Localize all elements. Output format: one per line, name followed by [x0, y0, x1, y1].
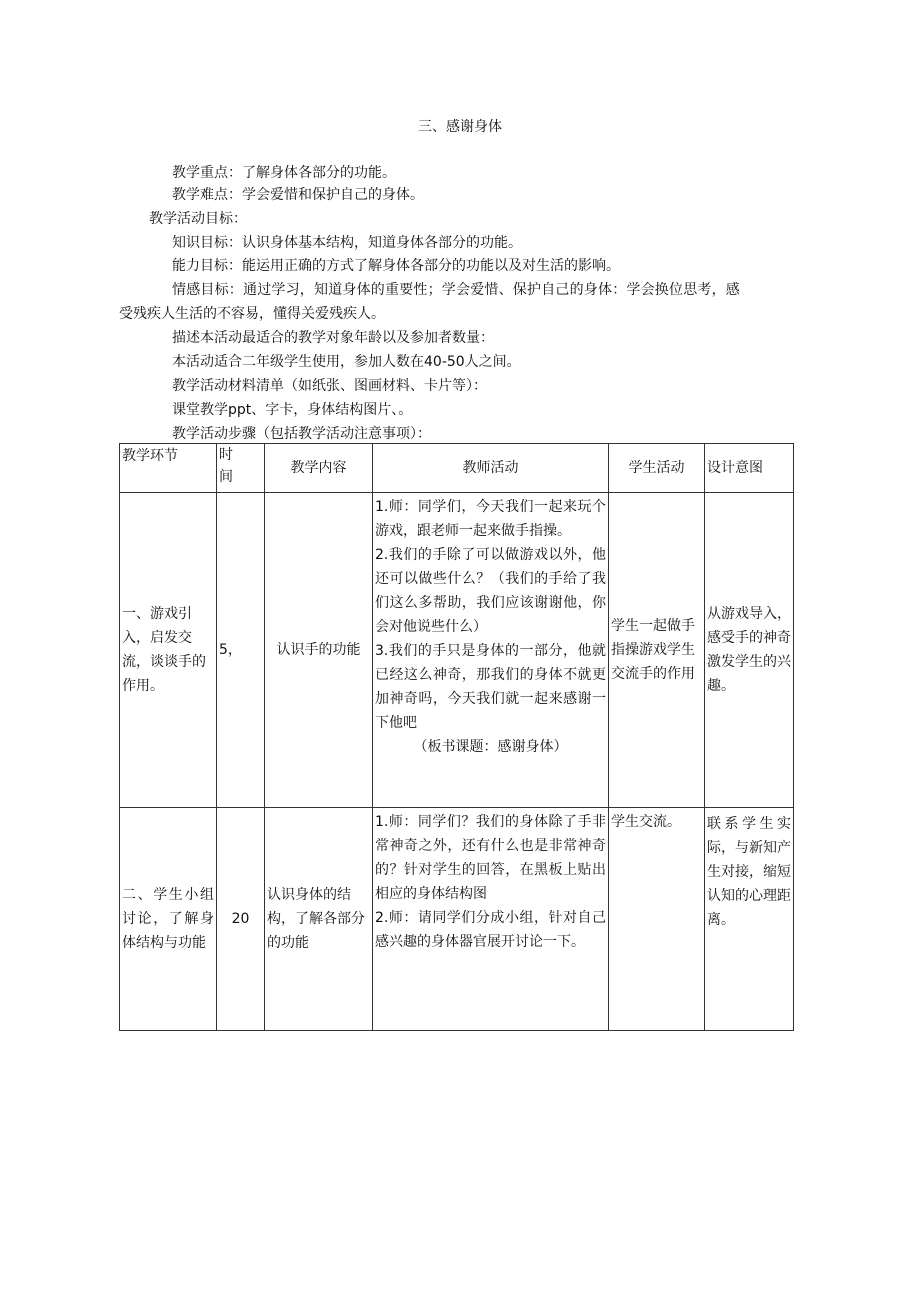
activity-steps-table — [119, 443, 794, 1031]
row1-teacher: 1.师：同学们，今天我们一起来玩个游戏，跟老师一起来做手指操。 2.我们的手除了可以做游戏以外，他还可以做些什么？（我们的手给了我们这么多帮助，我们应该谢谢他，你会对他说些什么） 3.我们的手只是身体的一部分，他就已经这么神奇，那我们的身体不就更加神奇吗，今天我们就一起来感谢一下他吧 （板书课题：感谢身体） — [373, 493, 609, 808]
knowledge-goal: 知识目标：认识身体基本结构，知道身体各部分的功能。 — [172, 235, 522, 251]
header-teacher: 教师活动 — [373, 444, 609, 493]
difficulty: 教学难点：学会爱惜和保护自己的身体。 — [172, 187, 424, 203]
steps-heading: 教学活动步骤（包括教学活动注意事项）： — [172, 426, 431, 442]
row2-teacher: 1.师：同学们？我们的身体除了手非常神奇之外，还有什么也是非常神奇的？针对学生的回答，在黑板上贴出相应的身体结构图 2.师：请同学们分成小组，针对自己感兴趣的身体器官展开讨论一下。 — [373, 808, 609, 1031]
header-time: 时 间 — [217, 444, 265, 493]
row2-time: 20 — [217, 808, 265, 1031]
row2-stage: 二、学生小组讨论，了解身体结构与功能 — [120, 808, 217, 1031]
row1-content: 认识手的功能 — [265, 493, 373, 808]
key-point: 教学重点：了解身体各部分的功能。 — [172, 165, 396, 181]
table-row — [120, 493, 794, 808]
row2-student: 学生交流。 — [609, 808, 705, 1031]
row2-content: 认识身体的结构，了解各部分的功能 — [265, 808, 373, 1031]
header-student: 学生活动 — [609, 444, 705, 493]
header-design: 设计意图 — [705, 444, 794, 493]
emotion-goal-line-2: 受残疾人生活的不容易，懂得关爱残疾人。 — [119, 306, 385, 322]
ability-goal: 能力目标：能运用正确的方式了解身体各部分的功能以及对生活的影响。 — [172, 258, 620, 274]
row1-design: 从游戏导入，感受手的神奇激发学生的兴趣。 — [705, 493, 794, 808]
page-title: 三、感谢身体 — [418, 119, 502, 135]
row1-time: 5， — [217, 493, 265, 808]
audience: 本活动适合二年级学生使用，参加人数在40-50人之间。 — [172, 354, 521, 370]
table-header-row — [120, 444, 794, 493]
objectives-heading: 教学活动目标： — [149, 211, 247, 227]
header-stage: 教学环节 — [120, 444, 217, 493]
materials: 课堂教学ppt、字卡，身体结构图片、。 — [172, 402, 413, 418]
row2-design: 联系学生实际，与新知产生对接，缩短认知的心理距 离。 — [705, 808, 794, 1031]
materials-heading: 教学活动材料清单（如纸张、图画材料、卡片等）： — [172, 378, 487, 394]
table-row — [120, 808, 794, 1031]
header-content: 教学内容 — [265, 444, 373, 493]
audience-heading: 描述本活动最适合的教学对象年龄以及参加者数量： — [172, 330, 494, 346]
row1-student: 学生一起做手指操游戏学生交流手的作用 — [609, 493, 705, 808]
row1-stage: 一、游戏引入，启发交流，谈谈手的作用。 — [120, 493, 217, 808]
emotion-goal-line-1: 情感目标：通过学习，知道身体的重要性；学会爱惜、保护自己的身体：学会换位思考，感 — [172, 282, 740, 298]
